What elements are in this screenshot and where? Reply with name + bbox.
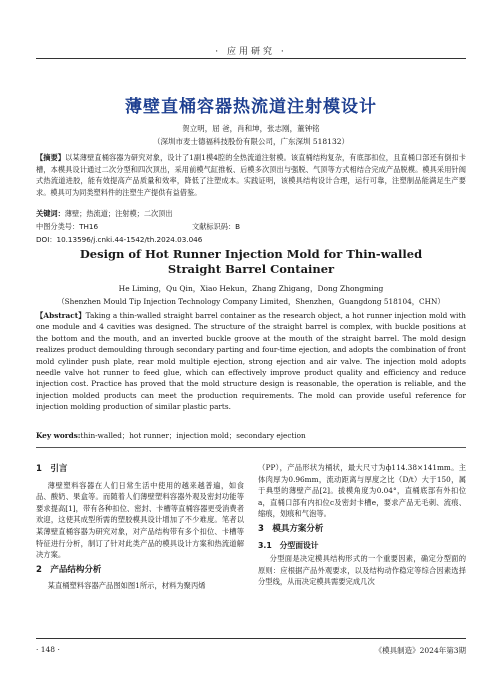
english-keywords xyxy=(36,431,466,441)
section-1-heading: 1 引言 xyxy=(36,464,68,474)
section-2-continued-paragraph: （PP），产品形状为桶状，最大尺寸为ф114.38×141mm。主体肉厚为0.96mm，流动距离与厚度之比（D/t）大于150，属于典型的薄壁产品[2]。拔模角度为0.04°，直桶底部有外扣位a，直桶口部有内扣位c及密封卡槽e，要求产品无毛刺、流痕、缩痕，划痕和气泡等。 xyxy=(258,463,466,519)
chinese-keywords-label: 关键词： xyxy=(36,209,65,218)
chinese-title: 薄壁直桶容器热流道注射模设计 xyxy=(125,97,377,117)
left-column xyxy=(36,462,244,596)
chinese-abstract xyxy=(36,152,466,198)
section-3-1-heading: 3.1 分型面设计 xyxy=(258,540,319,550)
english-affiliation: （Shenzhen Mould Tip Injection Technology Company Limited，Shenzhen，Guangdong 518104，CHN） xyxy=(57,297,445,306)
english-authors: He Liming，Qu Qin，Xiao Hekun，Zhang Zhigang，Dong Zhongming xyxy=(118,284,384,293)
classification-line xyxy=(36,222,466,232)
section-3-1-paragraph: 分型面是决定模具结构形式的一个重要因素，确定分型面的原则：应根据产品外观要求，以及结构动作稳定等综合因素选择分型线，从而决定模具需要完成几次 xyxy=(258,554,466,587)
chinese-keywords-text: 薄壁；热流道；注射模；二次顶出 xyxy=(64,209,173,218)
chinese-authors: 贺立明，屈 爸，肖和坤，张志刚，董钟铭 xyxy=(182,124,320,133)
section-tag: · 应用研究 · xyxy=(215,47,287,57)
section-1-paragraph: 薄壁塑料容器在人们日常生活中使用的越来越普遍，如食品、酸奶、果盒等。而随着人们薄壁塑料容器外观及密封功能等要求提高[1]，带有各种扣位、密封、卡槽等直桶容器更受消费者欢迎，这使其成型所需的塑胶模具设计增加了不少难度。笔者以某薄壁直桶容器为研究对象，对产品结构带有多个扣位、卡槽等特征进行分析，制订了针对此类产品的模具设计方案和热流道解决方案。 xyxy=(36,480,244,560)
chinese-affiliation: （深圳市麦士德福科技股份有限公司，广东深圳 518132） xyxy=(152,137,349,146)
english-abstract xyxy=(36,310,466,413)
section-3-heading: 3 模具方案分析 xyxy=(258,523,324,534)
class-number: 中图分类号：TH16 xyxy=(36,222,99,231)
header-rule xyxy=(36,58,466,59)
english-keywords-label: Key words: xyxy=(36,431,81,440)
document-code: 文献标识码：B xyxy=(192,222,241,231)
right-column xyxy=(258,462,466,592)
english-title-line2: Straight Barrel Container xyxy=(167,262,335,276)
chinese-abstract-label: 【摘要】 xyxy=(36,153,66,162)
abstract-divider xyxy=(36,447,466,448)
footer-rule xyxy=(36,638,466,639)
english-keywords-text: thin-walled；hot runner；injection mold；secondary ejection xyxy=(80,431,306,440)
journal-name: 《模具制造》2024年第3期 xyxy=(374,646,466,655)
english-abstract-text: Taking a thin-walled straight barrel container as the research object, a hot runner injection mold with one module and 4 cavities was designed. The structure of the straight barrel is complex, with buckle positions at the bottom and the mouth, and an inverted buckle groove at the mouth of the straight barrel. The mold design realizes product demoulding through secondary parting and four-time ejection, and adopts the combination of front mold cylinder push plate, rear mold multiple ejection, strong ejection and air valve. The injection mold adopts needle valve hot runner to feed glue, which can effectively improve product quality and efficiency and reduce injection cost. Practice has proved that the mold structure design is reasonable, the operation is reliable, and the injection molded products can meet the production requirements. The mold can provide useful reference for injection molding production of similar plastic parts. xyxy=(36,311,466,412)
section-2-paragraph: 某直桶塑料容器产品图如图1所示，材料为聚丙烯 xyxy=(47,581,206,591)
section-2-heading: 2 产品结构分析 xyxy=(36,564,102,575)
chinese-abstract-text: 以某薄壁直桶容器为研究对象，设计了1副1模4腔的全热流道注射模。该直桶结构复杂，有底部扣位，且直桶口部还有倒扣卡槽，本模具设计通过二次分型和四次顶出，采用前模气缸推板、后模多次顶出与强脱、气顶等方式相结合完成产品脱模。模具采用针阀式热流道进胶，能有效提高产品质量和效率，降低了注塑成本。实践证明，该模具结构设计合理，运行可靠，注塑制品能满足生产要求。模具可为同类塑料件的注塑生产提供有益借鉴。 xyxy=(36,153,466,197)
english-abstract-label: 【Abstract】 xyxy=(36,311,86,320)
doi: DOI：10.13596/j.cnki.44-1542/th.2024.03.046 xyxy=(36,235,203,244)
chinese-keywords xyxy=(36,209,466,219)
english-title xyxy=(0,247,502,277)
page-number: · 148 · xyxy=(36,645,60,654)
english-title-line1: Design of Hot Runner Injection Mold for Thin-walled xyxy=(79,247,423,261)
